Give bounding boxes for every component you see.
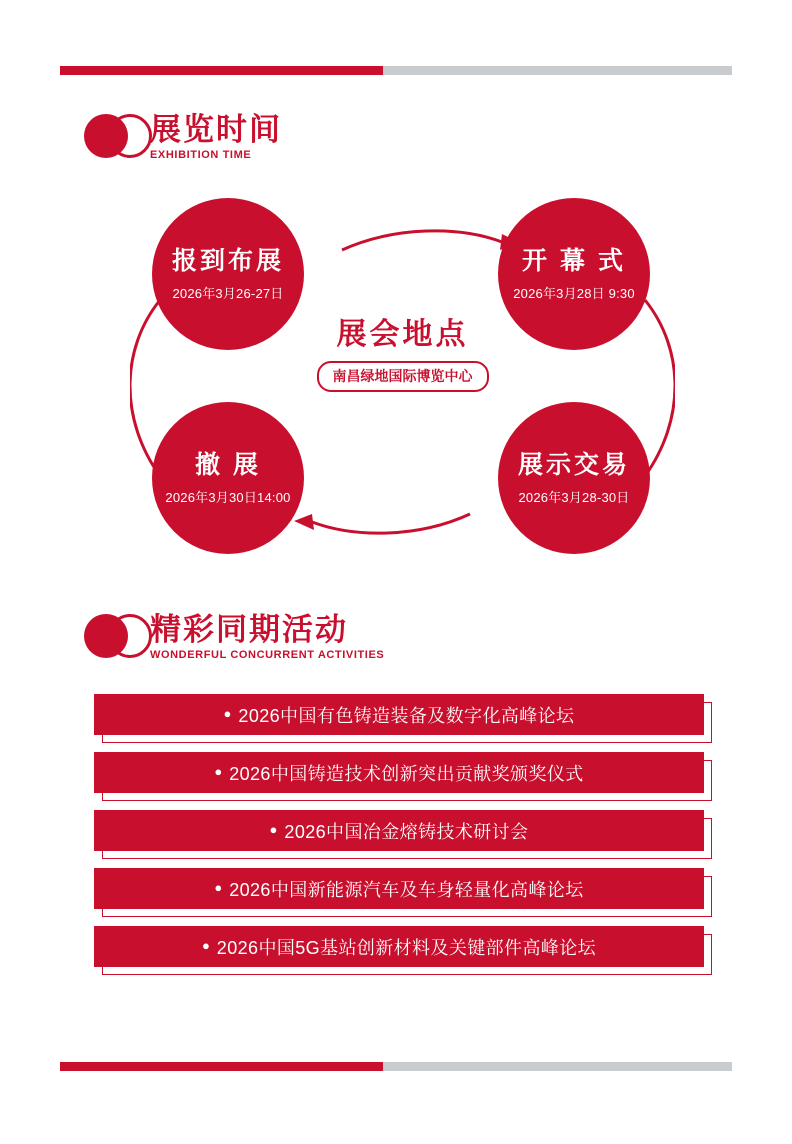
section-heading-text xyxy=(150,612,384,662)
divider-red-segment xyxy=(60,1062,383,1071)
list-item-label: 2026中国5G基站创新材料及关键部件高峰论坛 xyxy=(216,937,597,958)
list-item-bar xyxy=(94,868,704,909)
node-date: 2026年3月28日 9:30 xyxy=(513,286,635,301)
node-title: 报到布展 xyxy=(171,247,284,275)
divider-red-segment xyxy=(60,66,383,75)
list-item xyxy=(94,810,712,851)
node-date: 2026年3月26-27日 xyxy=(172,286,284,301)
section-title-cn: 展览时间 xyxy=(150,112,282,147)
list-item-bar xyxy=(94,926,704,967)
divider-grey-segment xyxy=(383,1062,732,1071)
list-item-bar xyxy=(94,694,704,735)
activities-list xyxy=(94,694,712,984)
arc-top xyxy=(342,231,502,250)
arc-left xyxy=(130,300,160,476)
bottom-divider-rule xyxy=(60,1062,732,1071)
section-title-en: EXHIBITION TIME xyxy=(150,149,252,161)
section-heading-text xyxy=(150,112,282,162)
node-date: 2026年3月28-30日 xyxy=(518,490,630,505)
schedule-node-opening-ceremony xyxy=(498,198,650,350)
arc-right xyxy=(645,300,675,476)
venue-block xyxy=(317,318,489,392)
list-item-label: 2026中国有色铸造装备及数字化高峰论坛 xyxy=(238,705,575,726)
section-heading-concurrent-activities xyxy=(84,612,384,662)
section-title-en: WONDERFUL CONCURRENT ACTIVITIES xyxy=(150,649,385,661)
list-item-bar xyxy=(94,752,704,793)
list-item xyxy=(94,868,712,909)
schedule-cycle-diagram xyxy=(130,190,675,570)
list-item-label: 2026中国新能源汽车及车身轻量化高峰论坛 xyxy=(229,879,584,900)
double-circle-icon xyxy=(84,614,146,658)
arrowhead-bottom xyxy=(294,514,314,530)
schedule-node-registration xyxy=(152,198,304,350)
section-title-cn: 精彩同期活动 xyxy=(150,612,348,647)
list-item-label: 2026中国铸造技术创新突出贡献奖颁奖仪式 xyxy=(229,763,584,784)
outline-circle-icon xyxy=(108,114,152,158)
list-item xyxy=(94,752,712,793)
double-circle-icon xyxy=(84,114,146,158)
bullet-icon: ● xyxy=(214,764,223,779)
outline-circle-icon xyxy=(108,614,152,658)
bullet-icon: ● xyxy=(223,706,232,721)
list-item-label: 2026中国冶金熔铸技术研讨会 xyxy=(284,821,529,842)
section-heading-exhibition-time xyxy=(84,112,282,162)
node-title: 开 幕 式 xyxy=(522,247,626,275)
arc-bottom xyxy=(312,514,470,533)
divider-grey-segment xyxy=(383,66,732,75)
venue-name-badge: 南昌绿地国际博览中心 xyxy=(317,361,489,392)
bullet-icon: ● xyxy=(201,938,210,953)
list-item xyxy=(94,694,712,735)
bullet-icon: ● xyxy=(269,822,278,837)
bullet-icon: ● xyxy=(214,880,223,895)
list-item-bar xyxy=(94,810,704,851)
list-item xyxy=(94,926,712,967)
venue-title: 展会地点 xyxy=(336,318,469,351)
node-date: 2026年3月30日14:00 xyxy=(165,490,291,505)
node-title: 展示交易 xyxy=(517,451,630,479)
schedule-node-teardown xyxy=(152,402,304,554)
top-divider-rule xyxy=(60,66,732,75)
schedule-node-exhibition-trade xyxy=(498,402,650,554)
node-title: 撤 展 xyxy=(195,451,261,479)
